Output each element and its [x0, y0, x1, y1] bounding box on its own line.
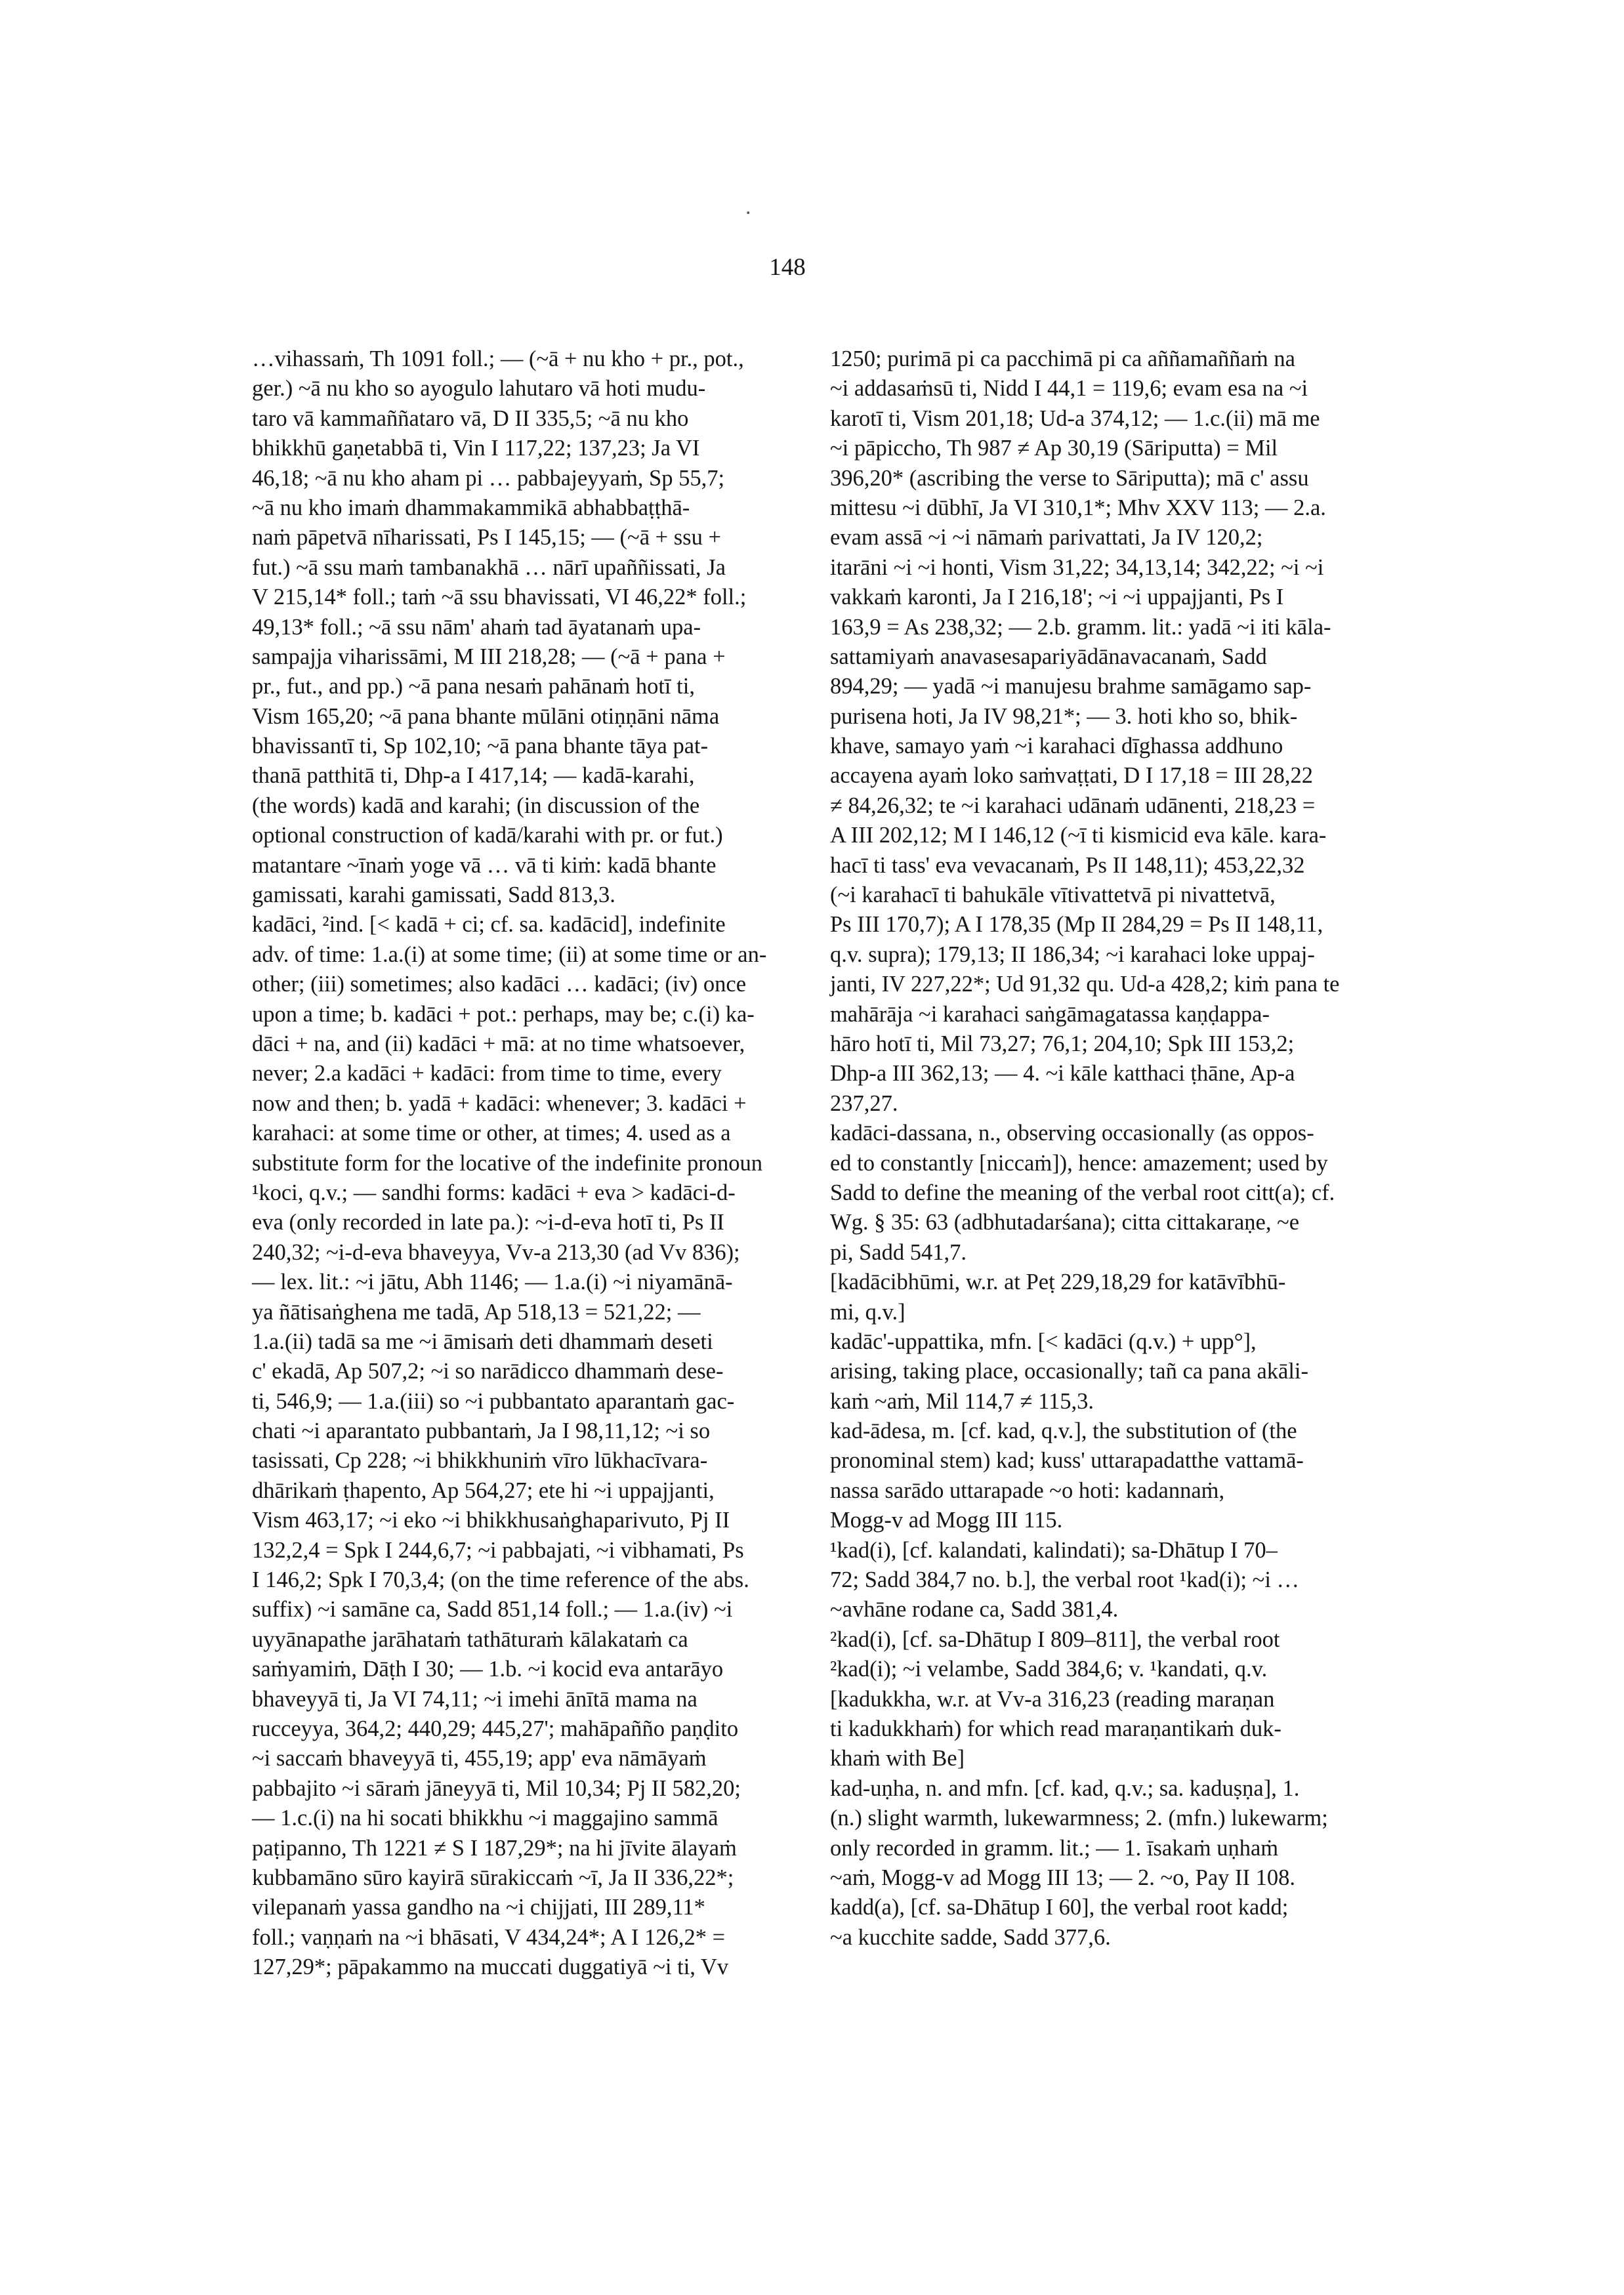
right-column-line: 894,29; — yadā ~i manujesu brahme samāgamo sap- — [830, 674, 1312, 699]
left-column-line: I 146,2; Spk I 70,3,4; (on the time reference of the abs. — [252, 1567, 749, 1593]
right-column-line: ²kad(i), [cf. sa-Dhātup I 809–811], the verbal root — [830, 1626, 1280, 1652]
left-column-line: other; (iii) sometimes; also kadāci … kadāci; (iv) once — [252, 972, 747, 997]
right-column-line: khave, samayo yaṁ ~i karahaci dīghassa addhuno — [830, 734, 1283, 759]
left-column-line: substitute form for the locative of the indefinite pronoun — [252, 1150, 762, 1176]
left-column-line: chati ~i aparantato pubbantaṁ, Ja I 98,11,12; ~i so — [252, 1418, 711, 1444]
right-column-line: [kadukkha, w.r. at Vv-a 316,23 (reading maraṇan — [830, 1686, 1275, 1712]
right-column-line: ~avhāne rodane ca, Sadd 381,4. — [830, 1597, 1119, 1623]
right-column-line: Dhp-a III 362,13; — 4. ~i kāle katthaci ṭhāne, Ap-a — [830, 1061, 1295, 1086]
right-column — [830, 344, 1391, 1953]
left-column-line: upon a time; b. kadāci + pot.: perhaps, may be; c.(i) ka- — [252, 1001, 755, 1027]
right-column-line: Mogg-v ad Mogg III 115. — [830, 1508, 1063, 1533]
left-column-line: suffix) ~i samāne ca, Sadd 851,14 foll.; — 1.a.(iv) ~i — [252, 1597, 733, 1623]
right-column-line: (n.) slight warmth, lukewarmness; 2. (mfn.) lukewarm; — [830, 1806, 1328, 1831]
page-number: 148 — [769, 254, 806, 281]
left-column-line: ¹koci, q.v.; — sandhi forms: kadāci + eva > kadāci-d- — [252, 1180, 736, 1205]
left-column-line: adv. of time: 1.a.(i) at some time; (ii) at some time or an- — [252, 941, 767, 967]
left-column-line: — 1.c.(i) na hi socati bhikkhu ~i maggajino sammā — [252, 1806, 718, 1831]
right-column-line: ~a kucchite sadde, Sadd 377,6. — [830, 1924, 1111, 1950]
left-column-line: never; 2.a kadāci + kadāci: from time to time, every — [252, 1061, 722, 1086]
left-column-line: c' ekadā, Ap 507,2; ~i so narādicco dhammaṁ dese- — [252, 1359, 724, 1384]
right-column-line: vakkaṁ karonti, Ja I 216,18'; ~i ~i uppajjanti, Ps I — [830, 585, 1284, 610]
right-column-line: only recorded in gramm. lit.; — 1. īsakaṁ uṇhaṁ — [830, 1835, 1279, 1861]
right-column-line: [kadācibhūmi, w.r. at Peṭ 229,18,29 for katāvībhū- — [830, 1270, 1286, 1295]
left-column-line: (the words) kadā and karahi; (in discussion of the — [252, 793, 700, 818]
right-column-line: itarāni ~i ~i honti, Vism 31,22; 34,13,14; 342,22; ~i ~i — [830, 554, 1324, 580]
right-column-line: pronominal stem) kad; kuss' uttarapadatthe vattamā- — [830, 1448, 1304, 1474]
left-column-line: gamissati, karahi gamissati, Sadd 813,3. — [252, 882, 615, 908]
right-column-line: ~aṁ, Mogg-v ad Mogg III 13; — 2. ~o, Pay II 108. — [830, 1865, 1296, 1890]
left-column-line: ~ā nu kho imaṁ dhammakammikā abhabbaṭṭhā- — [252, 495, 690, 520]
left-column-line: dhārikaṁ ṭhapento, Ap 564,27; ete hi ~i uppajjanti, — [252, 1478, 715, 1503]
left-column-line: ya ñātisaṅghena me tadā, Ap 518,13 = 521,22; — — [252, 1299, 701, 1325]
left-column-line: thanā patthitā ti, Dhp-a I 417,14; — kadā-karahi, — [252, 763, 695, 789]
right-column-line: q.v. supra); 179,13; II 186,34; ~i karahaci loke uppaj- — [830, 941, 1315, 967]
right-column-line: pi, Sadd 541,7. — [830, 1239, 967, 1265]
right-column-line: 396,20* (ascribing the verse to Sāriputta); mā c' assu — [830, 465, 1309, 491]
right-column-line: (~i karahacī ti bahukāle vītivattetvā pi nivattetvā, — [830, 882, 1276, 908]
right-column-line: 1250; purimā pi ca pacchimā pi ca aññamaññaṁ na — [830, 346, 1295, 371]
right-column-line: sattamiyaṁ anavasesapariyādānavacanaṁ, Sadd — [830, 644, 1267, 669]
left-column-line: …vihassaṁ, Th 1091 foll.; — (~ā + nu kho + pr., pot., — [252, 346, 744, 371]
right-column-line: kad-uṇha, n. and mfn. [cf. kad, q.v.; sa. kaduṣṇa], 1. — [830, 1775, 1300, 1801]
left-column-line: optional construction of kadā/karahi with pr. or fut.) — [252, 823, 723, 848]
margin-speck: . — [745, 195, 751, 219]
right-column-line: 163,9 = As 238,32; — 2.b. gramm. lit.: yadā ~i iti kāla- — [830, 614, 1331, 640]
left-column-line: vilepanaṁ yassa gandho na ~i chijjati, III 289,11* — [252, 1895, 705, 1920]
right-column-line: accayena ayaṁ loko saṁvaṭṭati, D I 17,18 = III 28,22 — [830, 763, 1314, 789]
right-column-line: evam assā ~i ~i nāmaṁ parivattati, Ja IV 120,2; — [830, 525, 1263, 550]
right-column-line: kad-ādesa, m. [cf. kad, q.v.], the substitution of (the — [830, 1418, 1297, 1444]
right-column-line: mittesu ~i dūbhī, Ja VI 310,1*; Mhv XXV 113; — 2.a. — [830, 495, 1326, 520]
left-column-line: — lex. lit.: ~i jātu, Abh 1146; — 1.a.(i) ~i niyamānā- — [252, 1270, 733, 1295]
left-column-line: 240,32; ~i-d-eva bhaveyya, Vv-a 213,30 (ad Vv 836); — [252, 1239, 740, 1265]
right-column-line: ≠ 84,26,32; te ~i karahaci udānaṁ udānenti, 218,23 = — [830, 793, 1316, 818]
left-column-line: matantare ~īnaṁ yoge vā … vā ti kiṁ: kadā bhante — [252, 852, 717, 878]
right-column-line: nassa sarādo uttarapade ~o hoti: kadannaṁ, — [830, 1478, 1225, 1503]
left-column-line: eva (only recorded in late pa.): ~i-d-eva hotī ti, Ps II — [252, 1210, 724, 1235]
right-column-line: ²kad(i); ~i velambe, Sadd 384,6; v. ¹kandati, q.v. — [830, 1657, 1268, 1682]
left-column-line: sampajja viharissāmi, M III 218,28; — (~ā + pana + — [252, 644, 726, 669]
left-column-line: bhaveyyā ti, Ja VI 74,11; ~i imehi ānītā mama na — [252, 1686, 697, 1712]
right-column-line: karotī ti, Vism 201,18; Ud-a 374,12; — 1.c.(ii) mā me — [830, 405, 1320, 431]
right-column-line: kadd(a), [cf. sa-Dhātup I 60], the verbal root kadd; — [830, 1895, 1289, 1920]
left-column-line: kadāci, ²ind. [< kadā + ci; cf. sa. kadācid], indefinite — [252, 912, 726, 938]
right-column-line: ¹kad(i), [cf. kalandati, kalindati); sa-Dhātup I 70– — [830, 1537, 1278, 1563]
left-column-line: rucceyya, 364,2; 440,29; 445,27'; mahāpañño paṇḍito — [252, 1716, 739, 1741]
left-column-line: tasissati, Cp 228; ~i bhikkhuniṁ vīro lūkhacīvara- — [252, 1448, 708, 1474]
right-column-line: kadāci-dassana, n., observing occasionally (as oppos- — [830, 1121, 1314, 1146]
right-column-line: hacī ti tass' eva vevacanaṁ, Ps II 148,11); 453,22,32 — [830, 852, 1305, 878]
right-column-line: A III 202,12; M I 146,12 (~ī ti kismicid eva kāle. kara- — [830, 823, 1327, 848]
right-column-line: ti kadukkhaṁ) for which read maraṇantikaṁ duk- — [830, 1716, 1281, 1741]
left-column — [252, 344, 823, 1982]
right-column-line: ~i pāpiccho, Th 987 ≠ Ap 30,19 (Sāriputta) = Mil — [830, 436, 1278, 461]
left-column-line: ti, 546,9; — 1.a.(iii) so ~i pubbantato aparantaṁ gac- — [252, 1388, 735, 1414]
left-column-line: now and then; b. yadā + kadāci: whenever; 3. kadāci + — [252, 1090, 747, 1116]
left-column-line: bhavissantī ti, Sp 102,10; ~ā pana bhante tāya pat- — [252, 734, 709, 759]
right-column-line: 237,27. — [830, 1090, 898, 1116]
left-column-line: pr., fut., and pp.) ~ā pana nesaṁ pahānaṁ hotī ti, — [252, 674, 695, 699]
left-column-line: 49,13* foll.; ~ā ssu nām' ahaṁ tad āyatanaṁ upa- — [252, 614, 701, 640]
right-column-line: ed to constantly [niccaṁ]), hence: amazement; used by — [830, 1150, 1328, 1176]
left-column-line: 132,2,4 = Spk I 244,6,7; ~i pabbajati, ~i vibhamati, Ps — [252, 1537, 744, 1563]
right-column-line: khaṁ with Be] — [830, 1746, 965, 1771]
left-column-line: 46,18; ~ā nu kho aham pi … pabbajeyyaṁ, Sp 55,7; — [252, 465, 725, 491]
right-column-line: hāro hotī ti, Mil 73,27; 76,1; 204,10; Spk III 153,2; — [830, 1031, 1295, 1056]
left-column-line: paṭipanno, Th 1221 ≠ S I 187,29*; na hi jīvite ālayaṁ — [252, 1835, 737, 1861]
left-column-line: bhikkhū gaṇetabbā ti, Vin I 117,22; 137,23; Ja VI — [252, 436, 700, 461]
right-column-line: kadāc'-uppattika, mfn. [< kadāci (q.v.) + upp°], — [830, 1329, 1257, 1354]
right-column-line: kaṁ ~aṁ, Mil 114,7 ≠ 115,3. — [830, 1388, 1094, 1414]
left-column-line: foll.; vaṇṇaṁ na ~i bhāsati, V 434,24*; A I 126,2* = — [252, 1924, 726, 1950]
right-column-line: purisena hoti, Ja IV 98,21*; — 3. hoti kho so, bhik- — [830, 703, 1298, 729]
right-column-line: arising, taking place, occasionally; tañ ca pana akāli- — [830, 1359, 1308, 1384]
right-column-line: Wg. § 35: 63 (adbhutadarśana); citta cittakaraṇe, ~e — [830, 1210, 1300, 1235]
right-column-line: mahārāja ~i karahaci saṅgāmagatassa kaṇḍappa- — [830, 1001, 1270, 1027]
left-column-line: karahaci: at some time or other, at times; 4. used as a — [252, 1121, 731, 1146]
left-column-line: taro vā kammaññataro vā, D II 335,5; ~ā nu kho — [252, 405, 689, 431]
right-column-line: Sadd to define the meaning of the verbal root citt(a); cf. — [830, 1180, 1335, 1205]
left-column-line: dāci + na, and (ii) kadāci + mā: at no time whatsoever, — [252, 1031, 745, 1056]
left-column-line: uyyānapathe jarāhataṁ tathāturaṁ kālakataṁ ca — [252, 1626, 688, 1652]
left-column-line: saṁyamiṁ, Dāṭh I 30; — 1.b. ~i kocid eva antarāyo — [252, 1657, 724, 1682]
left-column-line: kubbamāno sūro kayirā sūrakiccaṁ ~ī, Ja II 336,22*; — [252, 1865, 734, 1890]
left-column-line: naṁ pāpetvā nīharissati, Ps I 145,15; — (~ā + ssu + — [252, 525, 721, 550]
left-column-line: Vism 165,20; ~ā pana bhante mūlāni otiṇṇāni nāma — [252, 703, 720, 729]
left-column-line: pabbajito ~i sāraṁ jāneyyā ti, Mil 10,34; Pj II 582,20; — [252, 1775, 741, 1801]
right-column-line: ~i addasaṁsū ti, Nidd I 44,1 = 119,6; evam esa na ~i — [830, 376, 1308, 402]
right-column-line: janti, IV 227,22*; Ud 91,32 qu. Ud-a 428,2; kiṁ pana te — [830, 972, 1340, 997]
right-column-line: Ps III 170,7); A I 178,35 (Mp II 284,29 = Ps II 148,11, — [830, 912, 1323, 938]
left-column-line: 127,29*; pāpakammo na muccati duggatiyā ~i ti, Vv — [252, 1954, 729, 1980]
right-column-line: mi, q.v.] — [830, 1299, 906, 1325]
right-column-line: 72; Sadd 384,7 no. b.], the verbal root ¹kad(i); ~i … — [830, 1567, 1300, 1593]
left-column-line: ger.) ~ā nu kho so ayogulo lahutaro vā hoti mudu- — [252, 376, 706, 402]
left-column-line: fut.) ~ā ssu maṁ tambanakhā … nārī upaññissati, Ja — [252, 554, 726, 580]
left-column-line: ~i saccaṁ bhaveyyā ti, 455,19; app' eva nāmāyaṁ — [252, 1746, 707, 1771]
left-column-line: 1.a.(ii) tadā sa me ~i āmisaṁ deti dhammaṁ deseti — [252, 1329, 713, 1354]
left-column-line: Vism 463,17; ~i eko ~i bhikkhusaṅghaparivuto, Pj II — [252, 1508, 730, 1533]
left-column-line: V 215,14* foll.; taṁ ~ā ssu bhavissati, VI 46,22* foll.; — [252, 585, 747, 610]
